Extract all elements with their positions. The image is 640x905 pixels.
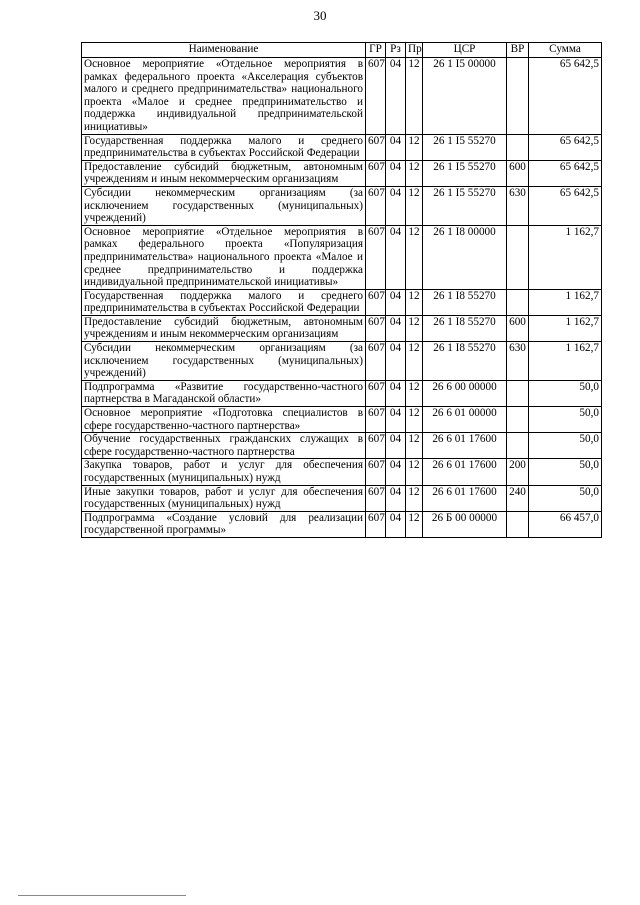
cell-name — [82, 485, 366, 511]
table-row — [82, 407, 602, 433]
cell-name — [82, 380, 366, 406]
cell-name — [82, 407, 366, 433]
row-name-text: Предоставление субсидий бюджетным, автономным учреждениям и иным некоммерческим организациям — [84, 315, 363, 341]
cell-csr: 26 Б 00 00000 — [423, 511, 507, 537]
cell-csr: 26 1 I5 55270 — [423, 160, 507, 186]
cell-rz: 04 — [386, 485, 406, 511]
cell-name — [82, 459, 366, 485]
cell-gr: 607 — [366, 407, 386, 433]
table-row — [82, 315, 602, 341]
table-row — [82, 342, 602, 381]
cell-csr: 26 1 I5 55270 — [423, 186, 507, 225]
header-rz: Рз — [386, 43, 406, 58]
cell-gr: 607 — [366, 511, 386, 537]
table-row — [82, 380, 602, 406]
cell-pr: 12 — [406, 511, 423, 537]
cell-sum: 1 162,7 — [529, 315, 602, 341]
cell-vr — [507, 225, 529, 289]
cell-sum: 1 162,7 — [529, 342, 602, 381]
cell-rz: 04 — [386, 289, 406, 315]
cell-vr: 600 — [507, 315, 529, 341]
cell-name — [82, 342, 366, 381]
cell-name — [82, 186, 366, 225]
cell-gr: 607 — [366, 315, 386, 341]
page-number: 30 — [313, 8, 327, 23]
cell-pr: 12 — [406, 160, 423, 186]
footer-rule — [18, 895, 186, 896]
cell-csr: 26 6 00 00000 — [423, 380, 507, 406]
cell-csr: 26 1 I8 55270 — [423, 342, 507, 381]
cell-gr: 607 — [366, 186, 386, 225]
cell-rz: 04 — [386, 160, 406, 186]
cell-pr: 12 — [406, 433, 423, 459]
row-name-text: Основное мероприятие «Подготовка специалистов в сфере государственно-частного партнерства» — [84, 407, 363, 432]
cell-sum: 65 642,5 — [529, 186, 602, 225]
row-name-text: Основное мероприятие «Отдельное мероприятия в рамках федерального проекта «Акселерация субъектов малого и среднего предпринимательства» национального проекта «Малое и среднее предпринимательство и поддержка индивидуальной предпринимательской инициативы» — [84, 58, 363, 133]
cell-name — [82, 511, 366, 537]
cell-gr: 607 — [366, 485, 386, 511]
table-row — [82, 160, 602, 186]
cell-csr: 26 1 I8 55270 — [423, 289, 507, 315]
cell-sum: 65 642,5 — [529, 160, 602, 186]
cell-vr — [507, 433, 529, 459]
cell-gr: 607 — [366, 225, 386, 289]
row-name-text: Основное мероприятие «Отдельное мероприятия в рамках федерального проекта «Популяризация предпринимательства» национального проекта «Малое и среднее предпринимательство и поддержка индивидуальной предпринимательской инициативы» — [84, 225, 363, 289]
cell-vr — [507, 380, 529, 406]
cell-vr — [507, 58, 529, 135]
cell-sum: 66 457,0 — [529, 511, 602, 537]
cell-rz: 04 — [386, 511, 406, 537]
cell-pr: 12 — [406, 186, 423, 225]
cell-csr: 26 6 01 17600 — [423, 485, 507, 511]
cell-rz: 04 — [386, 225, 406, 289]
cell-pr: 12 — [406, 407, 423, 433]
row-name-text: Подпрограмма «Развитие государственно-частного партнерства в Магаданской области» — [84, 380, 363, 406]
cell-pr: 12 — [406, 134, 423, 160]
cell-pr: 12 — [406, 225, 423, 289]
table-row — [82, 459, 602, 485]
cell-sum: 1 162,7 — [529, 289, 602, 315]
cell-vr — [507, 134, 529, 160]
cell-csr: 26 6 01 00000 — [423, 407, 507, 433]
header-vr: ВР — [507, 43, 529, 58]
cell-rz: 04 — [386, 433, 406, 459]
table-row — [82, 58, 602, 135]
cell-rz: 04 — [386, 186, 406, 225]
cell-vr: 240 — [507, 485, 529, 511]
cell-pr: 12 — [406, 459, 423, 485]
cell-name — [82, 289, 366, 315]
cell-csr: 26 1 I8 00000 — [423, 225, 507, 289]
cell-name — [82, 433, 366, 459]
header-csr: ЦСР — [423, 43, 507, 58]
header-sum: Сумма — [529, 43, 602, 58]
cell-pr: 12 — [406, 58, 423, 135]
cell-gr: 607 — [366, 289, 386, 315]
cell-vr — [507, 289, 529, 315]
row-name-text: Субсидии некоммерческим организациям (за исключением государственных (муниципальных) учреждений) — [84, 342, 363, 380]
cell-rz: 04 — [386, 342, 406, 381]
table-row — [82, 485, 602, 511]
cell-csr: 26 6 01 17600 — [423, 459, 507, 485]
cell-sum: 65 642,5 — [529, 58, 602, 135]
cell-vr — [507, 407, 529, 433]
table-row — [82, 134, 602, 160]
cell-pr: 12 — [406, 315, 423, 341]
row-name-text: Субсидии некоммерческим организациям (за исключением государственных (муниципальных) учреждений) — [84, 186, 363, 225]
table-row — [82, 225, 602, 289]
cell-rz: 04 — [386, 407, 406, 433]
row-name-text: Обучение государственных гражданских служащих в сфере государственно-частного партнерства — [84, 433, 363, 458]
cell-name — [82, 134, 366, 160]
cell-sum: 1 162,7 — [529, 225, 602, 289]
row-name-text: Иные закупки товаров, работ и услуг для обеспечения государственных (муниципальных) нужд — [84, 485, 363, 511]
row-name-text: Предоставление субсидий бюджетным, автономным учреждениям и иным некоммерческим организациям — [84, 160, 363, 186]
cell-sum: 50,0 — [529, 433, 602, 459]
cell-name — [82, 58, 366, 135]
cell-rz: 04 — [386, 459, 406, 485]
cell-pr: 12 — [406, 289, 423, 315]
cell-pr: 12 — [406, 485, 423, 511]
row-name-text: Закупка товаров, работ и услуг для обеспечения государственных (муниципальных) нужд — [84, 459, 363, 484]
cell-name — [82, 160, 366, 186]
cell-vr: 600 — [507, 160, 529, 186]
cell-gr: 607 — [366, 342, 386, 381]
cell-gr: 607 — [366, 134, 386, 160]
header-gr: ГР — [366, 43, 386, 58]
cell-vr: 630 — [507, 186, 529, 225]
budget-table — [81, 42, 602, 538]
cell-sum: 50,0 — [529, 407, 602, 433]
cell-name — [82, 315, 366, 341]
cell-pr: 12 — [406, 342, 423, 381]
row-name-text: Государственная поддержка малого и среднего предпринимательства в субъектах Российской Федерации — [84, 289, 363, 315]
cell-gr: 607 — [366, 58, 386, 135]
cell-vr: 200 — [507, 459, 529, 485]
table-row — [82, 511, 602, 537]
cell-csr: 26 1 I5 00000 — [423, 58, 507, 135]
cell-name — [82, 225, 366, 289]
cell-csr: 26 1 I5 55270 — [423, 134, 507, 160]
cell-rz: 04 — [386, 134, 406, 160]
cell-csr: 26 6 01 17600 — [423, 433, 507, 459]
cell-gr: 607 — [366, 459, 386, 485]
cell-vr — [507, 511, 529, 537]
header-pr: Пр — [406, 43, 423, 58]
table-row — [82, 186, 602, 225]
cell-rz: 04 — [386, 380, 406, 406]
cell-vr: 630 — [507, 342, 529, 381]
cell-rz: 04 — [386, 315, 406, 341]
header-name: Наименование — [82, 43, 366, 58]
table-row — [82, 289, 602, 315]
row-name-text: Государственная поддержка малого и среднего предпринимательства в субъектах Российской Федерации — [84, 134, 363, 160]
cell-gr: 607 — [366, 380, 386, 406]
cell-gr: 607 — [366, 433, 386, 459]
cell-sum: 50,0 — [529, 485, 602, 511]
table-body — [82, 58, 602, 538]
cell-pr: 12 — [406, 380, 423, 406]
cell-sum: 65 642,5 — [529, 134, 602, 160]
cell-rz: 04 — [386, 58, 406, 135]
header-row — [82, 43, 602, 58]
row-name-text: Подпрограмма «Создание условий для реализации государственной программы» — [84, 511, 363, 537]
table-row — [82, 433, 602, 459]
cell-sum: 50,0 — [529, 380, 602, 406]
cell-csr: 26 1 I8 55270 — [423, 315, 507, 341]
cell-gr: 607 — [366, 160, 386, 186]
cell-sum: 50,0 — [529, 459, 602, 485]
